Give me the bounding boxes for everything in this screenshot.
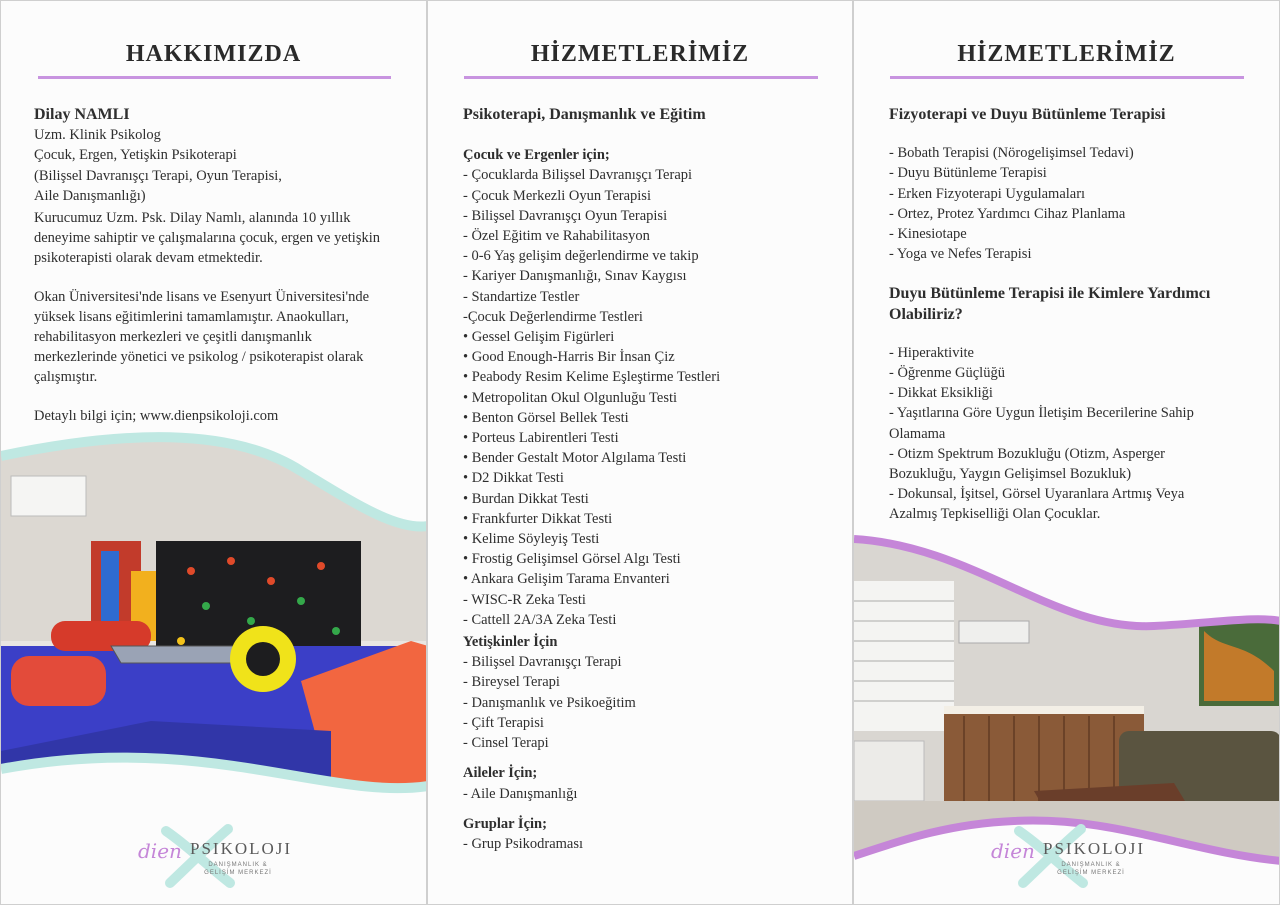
list-item: - Cattell 2A/3A Zeka Testi — [463, 611, 617, 628]
list-item: - Erken Fizyoterapi Uygulamaları — [889, 185, 1086, 202]
about-para-line: psikoterapisti olarak devam etmektedir. — [34, 250, 263, 267]
families-heading: Aileler İçin; — [463, 765, 538, 782]
logo-word: PSIKOLOJI — [190, 839, 293, 858]
title-underline — [890, 76, 1244, 79]
list-item: • Gessel Gelişim Figürleri — [463, 329, 615, 346]
about-text — [34, 105, 380, 426]
list-item: - Danışmanlık ve Psikoeğitim — [463, 694, 636, 711]
list-item: • Kelime Söyleyiş Testi — [463, 531, 600, 548]
list-item: • Burdan Dikkat Testi — [463, 490, 589, 507]
logo-script: dien — [991, 839, 1035, 863]
adults-list — [463, 652, 720, 753]
title-underline — [464, 76, 818, 79]
services-list — [463, 105, 720, 854]
services-subtitle: Psikoterapi, Danışmanlık ve Eğitim — [463, 106, 706, 123]
list-item: - Grup Psikodraması — [463, 835, 584, 852]
title-underline — [38, 76, 391, 79]
website-info: Detaylı bilgi için; www.dienpsikoloji.com — [34, 407, 279, 424]
adults-heading: Yetişkinler İçin — [463, 634, 558, 651]
children-heading: Çocuk ve Ergenler için; — [463, 147, 610, 164]
list-item: - Dokunsal, İşitsel, Görsel Uyaranlara Artmış Veya — [889, 486, 1185, 503]
groups-list — [463, 834, 720, 854]
credential-line: Aile Danışmanlığı) — [34, 187, 146, 204]
about-para-line: rehabilitasyon merkezleri ve çeşitli danışmanlık — [34, 329, 312, 346]
list-item: Bozukluğu, Yaygın Gelişimsel Bozukluk) — [889, 466, 1132, 483]
list-item: - Yaşıtlarına Göre Uygun İletişim Becerilerine Sahip — [889, 405, 1194, 422]
list-item: • D2 Dikkat Testi — [463, 470, 564, 487]
list-item: - Çift Terapisi — [463, 714, 544, 731]
list-item: -Çocuk Değerlendirme Testleri — [463, 308, 643, 325]
logo-subtitle — [198, 861, 278, 877]
list-item: Azalmış Tepkiselliği Olan Çocuklar. — [889, 506, 1101, 523]
panel-services-2 — [853, 0, 1280, 905]
logo-sub1: DANIŞMANLIK & — [1061, 862, 1121, 868]
list-item: - Cinsel Terapi — [463, 735, 549, 752]
credential-line: Uzm. Klinik Psikolog — [34, 127, 161, 144]
list-item: • Ankara Gelişim Tarama Envanteri — [463, 571, 670, 588]
logo — [128, 821, 308, 891]
list-item: - Öğrenme Güçlüğü — [889, 365, 1005, 382]
groups-heading: Gruplar İçin; — [463, 815, 547, 832]
logo-sub1: DANIŞMANLIK & — [208, 862, 268, 868]
list-item: - Dikkat Eksikliği — [889, 385, 993, 402]
list-item: - Bobath Terapisi (Nörogelişimsel Tedavi) — [889, 145, 1134, 162]
about-para-line: merkezlerinde yönetici ve psikolog / psikoterapist olarak — [34, 349, 364, 366]
list-item: - Çocuklarda Bilişsel Davranışçı Terapi — [463, 167, 693, 184]
logo-subtitle — [1051, 861, 1131, 877]
list-item: - Bilişsel Davranışçı Terapi — [463, 654, 622, 671]
about-para-line: çalışmıştır. — [34, 369, 98, 386]
list-item: • Benton Görsel Bellek Testi — [463, 409, 629, 426]
list-item: - Hiperaktivite — [889, 344, 974, 361]
founder-name: Dilay NAMLI — [34, 106, 130, 123]
who-list — [889, 343, 1210, 525]
logo-word: PSIKOLOJI — [1043, 839, 1146, 858]
about-para-line: Okan Üniversitesi'nde lisans ve Esenyurt Üniversitesi'nde — [34, 288, 370, 305]
list-item: • Frankfurter Dikkat Testi — [463, 510, 613, 527]
list-item: - Aile Danışmanlığı — [463, 785, 578, 802]
physio-text — [889, 105, 1210, 525]
therapy-room-photo — [1, 431, 427, 811]
panel-services-1 — [427, 0, 853, 905]
list-item: - Kinesiotape — [889, 226, 967, 243]
question-line: Olabiliriz? — [889, 305, 963, 323]
families-list — [463, 784, 720, 804]
services-title: HİZMETLERİMİZ — [957, 41, 1176, 67]
physio-subtitle: Fizyoterapi ve Duyu Bütünleme Terapisi — [889, 106, 1166, 123]
list-item: • Peabody Resim Kelime Eşleştirme Testleri — [463, 369, 721, 386]
list-item: - Bilişsel Davranışçı Oyun Terapisi — [463, 207, 668, 224]
credential-line: Çocuk, Ergen, Yetişkin Psikoterapi — [34, 147, 237, 164]
list-item: - Ortez, Protez Yardımcı Cihaz Planlama — [889, 205, 1126, 222]
logo — [981, 821, 1161, 891]
children-list — [463, 165, 720, 630]
list-item: - Duyu Bütünleme Terapisi — [889, 165, 1047, 182]
services-title: HİZMETLERİMİZ — [530, 41, 750, 67]
about-para-line: yüksek lisans eğitimlerini tamamlamıştır. Anaokulları, — [34, 308, 349, 325]
panel-about — [0, 0, 427, 905]
list-item: - WISC-R Zeka Testi — [463, 591, 586, 608]
list-item: - Yoga ve Nefes Terapisi — [889, 246, 1032, 263]
about-para-line: Kurucumuz Uzm. Psk. Dilay Namlı, alanında 10 yıllık — [34, 210, 351, 227]
lounge-photo — [854, 521, 1280, 871]
list-item: - Özel Eğitim ve Rahabilitasyon — [463, 228, 650, 245]
list-item: • Good Enough-Harris Bir İnsan Çiz — [463, 349, 675, 366]
physio-list — [889, 143, 1210, 264]
list-item: - Bireysel Terapi — [463, 674, 560, 691]
list-item: • Metropolitan Okul Olgunluğu Testi — [463, 389, 678, 406]
question-line: Duyu Bütünleme Terapisi ile Kimlere Yardımcı — [889, 285, 1211, 303]
list-item: - Kariyer Danışmanlığı, Sınav Kaygısı — [463, 268, 687, 285]
list-item: Olamama — [889, 425, 946, 442]
credential-line: (Bilişsel Davranışçı Terapi, Oyun Terapisi, — [34, 167, 282, 184]
logo-sub2: GELİŞİM MERKEZİ — [204, 870, 272, 876]
logo-sub2: GELİŞİM MERKEZİ — [1057, 870, 1125, 876]
about-title: HAKKIMIZDA — [125, 41, 302, 67]
list-item: - Standartize Testler — [463, 288, 580, 305]
list-item: • Porteus Labirentleri Testi — [463, 430, 619, 447]
list-item: • Frostig Gelişimsel Görsel Algı Testi — [463, 551, 681, 568]
about-para-line: deneyime sahiptir ve çalışmalarına çocuk, ergen ve yetişkin — [34, 230, 380, 247]
logo-script: dien — [138, 839, 182, 863]
list-item: - Otizm Spektrum Bozukluğu (Otizm, Asperger — [889, 445, 1165, 462]
list-item: - 0-6 Yaş gelişim değerlendirme ve takip — [463, 248, 699, 265]
list-item: • Bender Gestalt Motor Algılama Testi — [463, 450, 687, 467]
list-item: - Çocuk Merkezli Oyun Terapisi — [463, 187, 651, 204]
